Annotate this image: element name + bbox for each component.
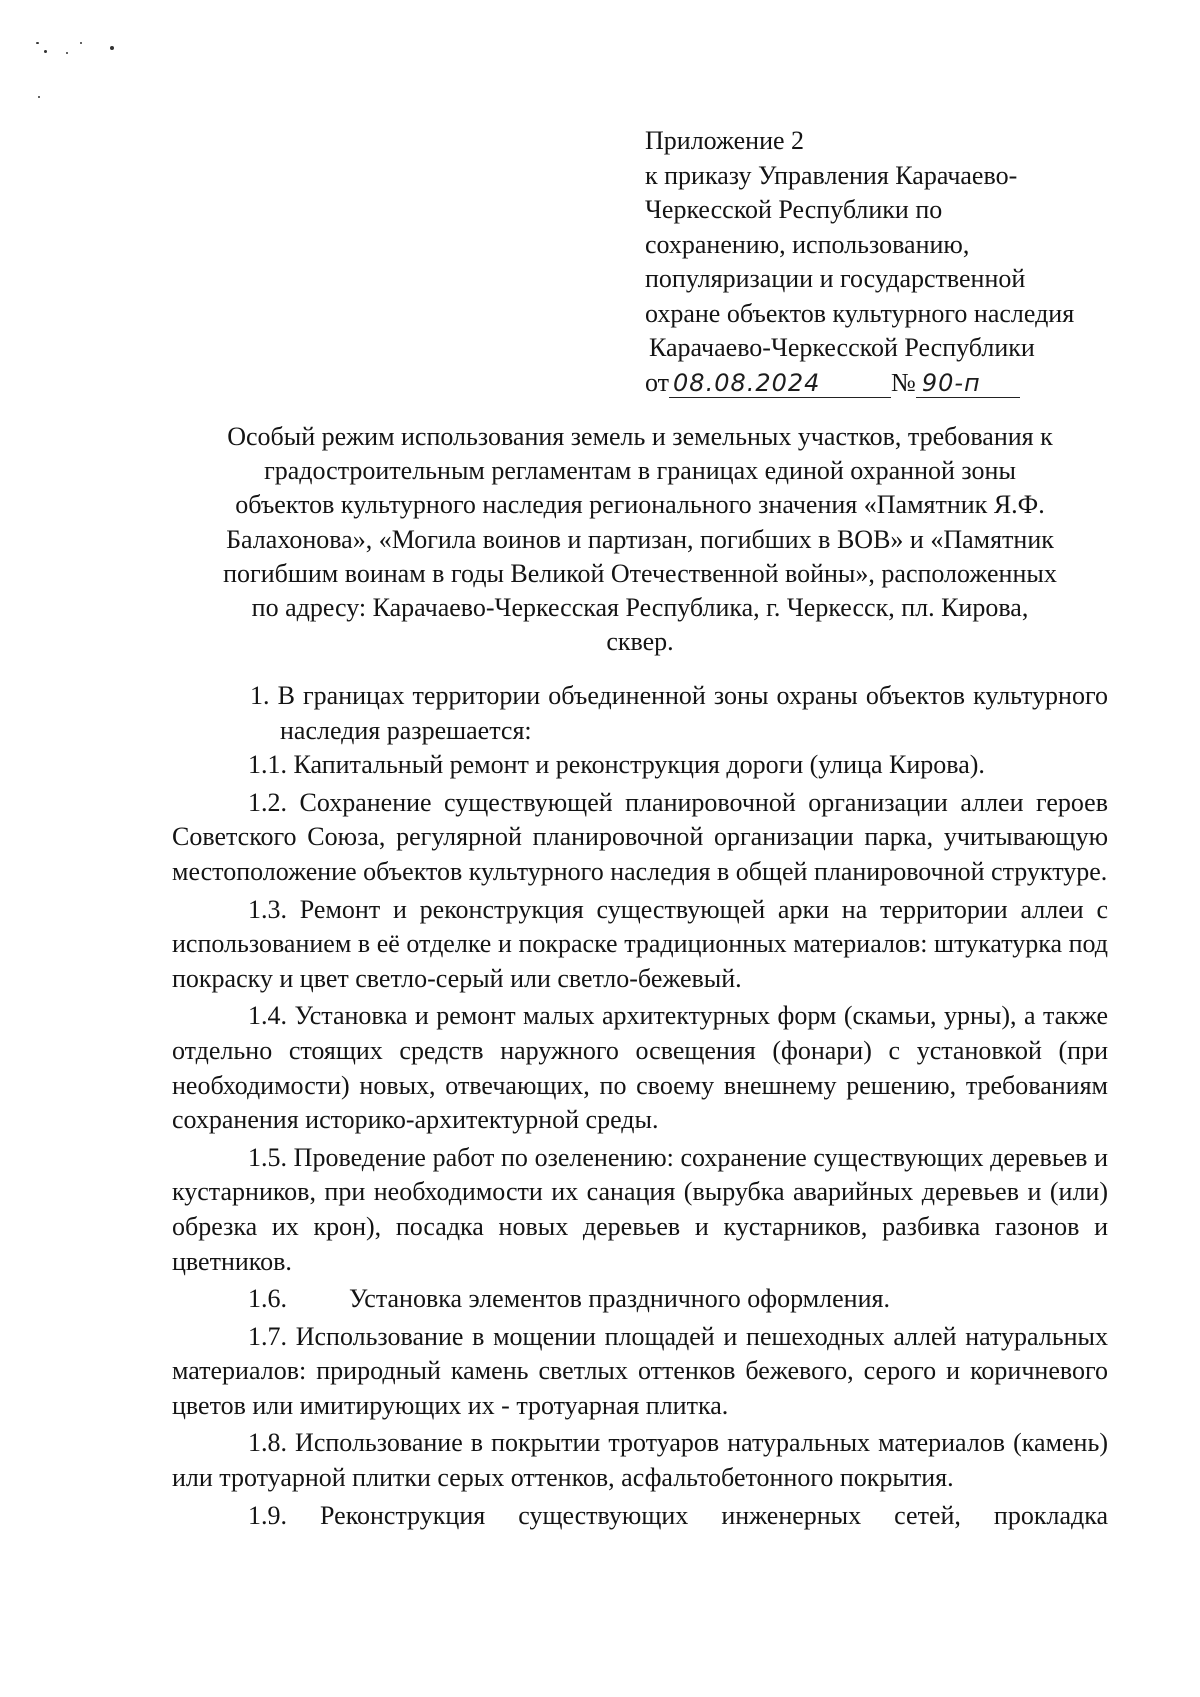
title-line: градостроительным регламентам в границах единой охранной зоны xyxy=(264,456,1016,486)
clause-1-1: 1.1. Капитальный ремонт и реконструкция дороги (улица Кирова). xyxy=(248,750,985,780)
header-line: популяризации и государственной xyxy=(645,264,1026,293)
clause-1-5: 1.5. Проведение работ по озеленению: сохранение существующих деревьев и кустарников, при необходимости их санация (вырубка аварийных деревьев и (или) обрезка их крон), посадка новых деревьев и кустарников, разбивка газонов и цветников. xyxy=(172,1142,1108,1276)
title-line: объектов культурного наследия регионального значения «Памятник Я.Ф. xyxy=(235,490,1045,520)
scan-speck xyxy=(80,42,82,44)
title-line: Балахонова», «Могила воинов и партизан, погибших в ВОВ» и «Памятник xyxy=(226,524,1054,554)
appendix-header xyxy=(645,124,1165,400)
header-line: Карачаево-Черкесской Республики xyxy=(649,333,1035,362)
document-title xyxy=(170,420,1110,659)
title-line: погибшим воинам в годы Великой Отечественной войны», расположенных xyxy=(223,558,1057,588)
document-body xyxy=(172,679,1108,1533)
clause-1-4: 1.4. Установка и ремонт малых архитектурных форм (скамьи, урны), а также отдельно стоящих средств наружного освещения (фонари) с установкой (при необходимости) новых, отвечающих, по своему внешнему решению, требованиям сохранения историко-архитектурной среды. xyxy=(172,1001,1108,1135)
order-reference xyxy=(645,366,1165,401)
order-date: 08.08.2024 xyxy=(669,369,891,398)
clause-1-6-number: 1.6. xyxy=(248,1284,287,1314)
header-line: сохранению, использованию, xyxy=(645,229,970,259)
scan-speck xyxy=(36,42,39,44)
scan-speck xyxy=(66,52,68,54)
clause-1-9: 1.9. Реконструкция существующих инженерных сетей, прокладка xyxy=(248,1500,1108,1530)
clause-1-3: 1.3. Ремонт и реконструкция существующей арки на территории аллеи с использованием в её отделке и покраске традиционных материалов: штукатурка под покраску и цвет светло-серый или светло-бежевый. xyxy=(172,894,1108,993)
header-line: Черкесской Республики по xyxy=(645,195,943,224)
clause-1-8: 1.8. Использование в покрытии тротуаров натуральных материалов (камень) или тротуарной плитки серых оттенков, асфальтобетонного покрытия. xyxy=(172,1428,1108,1493)
clause-1-6 xyxy=(172,1282,1108,1317)
title-line: по адресу: Карачаево-Черкесская Республика, г. Черкесск, пл. Кирова, xyxy=(251,593,1029,623)
clause-1-7: 1.7. Использование в мощении площадей и пешеходных аллей натуральных материалов: природный камень светлых оттенков бежевого, серого и коричневого цветов или имитирующих их - тротуарная плитка. xyxy=(172,1321,1108,1420)
header-line: Приложение 2 xyxy=(645,126,805,155)
clause-1-6-text: Установка элементов праздничного оформления. xyxy=(349,1284,890,1314)
title-line: Особый режим использования земель и земельных участков, требования к xyxy=(227,422,1053,451)
scan-speck xyxy=(38,96,40,98)
clause-1: 1. В границах территории объединенной зоны охраны объектов культурного наследия разрешается: xyxy=(250,681,1108,745)
header-line: охране объектов культурного наследия xyxy=(645,298,1075,328)
header-line: к приказу Управления Карачаево- xyxy=(645,160,1018,190)
date-prefix: от xyxy=(645,367,670,397)
title-line: сквер. xyxy=(606,627,674,657)
clause-1-2: 1.2. Сохранение существующей планировочной организации аллеи героев Советского Союза, регулярной планировочной организации парка, учитывающую местоположение объектов культурного наследия в общей планировочной структуре. xyxy=(172,787,1108,886)
scan-speck xyxy=(110,46,114,50)
number-sign: № xyxy=(891,367,916,397)
order-number: 90-п xyxy=(916,369,1020,398)
scan-speck xyxy=(44,50,47,53)
